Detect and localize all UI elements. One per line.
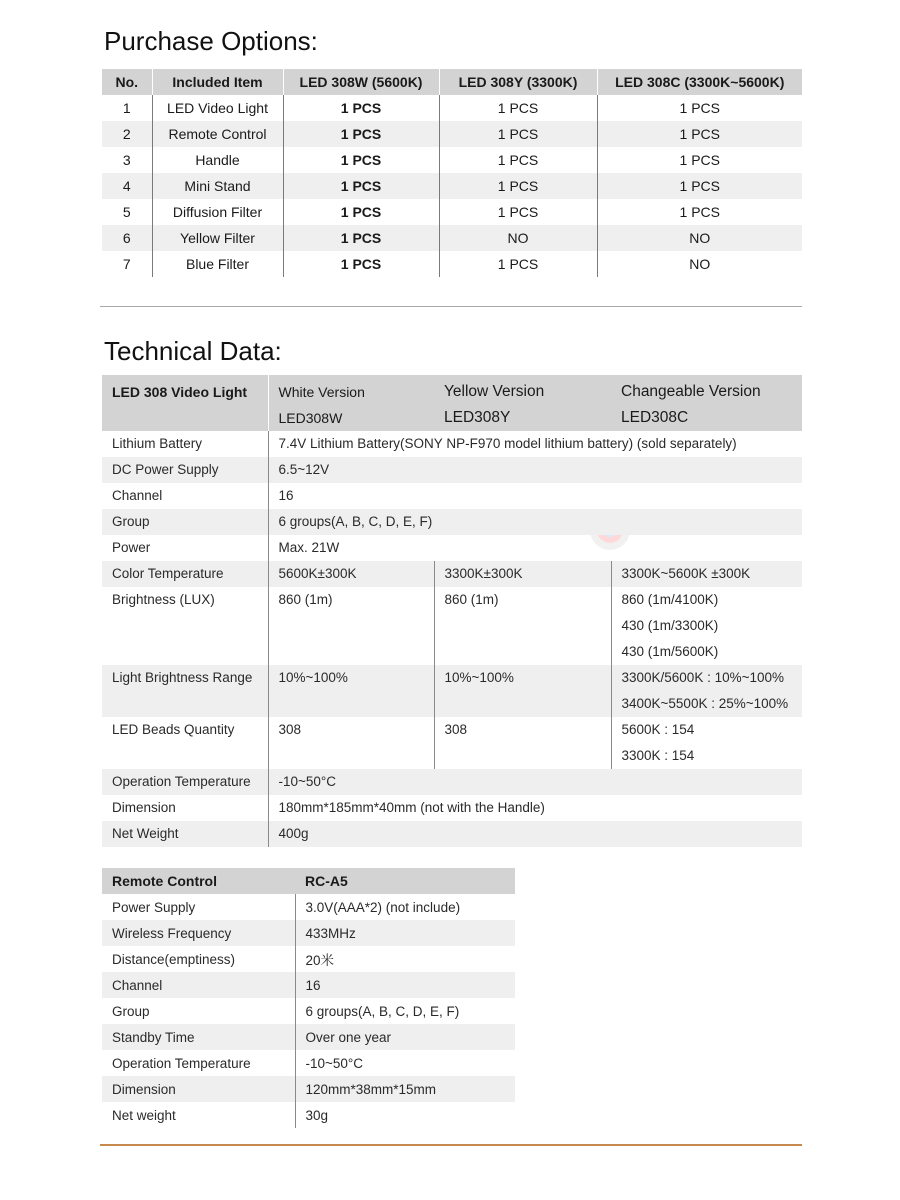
remote-header-label: Remote Control — [102, 868, 295, 894]
white-version-model: LED308W — [278, 410, 343, 426]
spec-label: Dimension — [102, 1076, 295, 1102]
spec-label: Brightness (LUX) — [102, 587, 268, 665]
cell-no: 6 — [102, 225, 152, 251]
cell-308y: 1 PCS — [439, 173, 597, 199]
spec-value: 120mm*38mm*15mm — [295, 1076, 515, 1102]
spec-line: 3300K/5600K : 10%~100% — [621, 670, 785, 685]
spec-value-yellow: 10%~100% — [434, 665, 611, 717]
white-version-label: White Version — [278, 384, 365, 400]
cell-308c: NO — [597, 251, 802, 277]
cell-item: Diffusion Filter — [152, 199, 283, 225]
spec-line: 3400K~5500K : 25%~100% — [621, 696, 789, 711]
yellow-version-label: Yellow Version — [444, 383, 545, 400]
remote-header-row — [102, 868, 515, 894]
spec-label: DC Power Supply — [102, 457, 268, 483]
spec-value-white: 308 — [268, 717, 434, 769]
cell-item: Yellow Filter — [152, 225, 283, 251]
cell-308y: 1 PCS — [439, 121, 597, 147]
cell-308c: 1 PCS — [597, 199, 802, 225]
spec-value: -10~50°C — [305, 1055, 364, 1071]
spec-value-changeable — [611, 717, 802, 769]
spec-row-dc-power — [102, 457, 802, 483]
spec-value: Max. 21W — [278, 540, 340, 555]
spec-row-channel — [102, 483, 802, 509]
table-row — [102, 920, 515, 946]
spec-label: Group — [102, 509, 268, 535]
spec-value: 6.5~12V — [268, 457, 802, 483]
table-row — [102, 972, 515, 998]
spec-line: 5600K : 154 — [621, 722, 695, 737]
table-row — [102, 894, 515, 920]
table-row — [102, 121, 802, 147]
spec-line: 430 (1m/5600K) — [621, 644, 719, 659]
cell-no: 5 — [122, 204, 131, 220]
table-row — [102, 1076, 515, 1102]
spec-row-beads — [102, 717, 802, 769]
spec-label: Net Weight — [102, 821, 268, 847]
technical-data-table — [102, 375, 802, 847]
spec-label: Distance(emptiness) — [102, 946, 295, 972]
spec-row-group — [102, 509, 802, 535]
spec-value: 3.0V(AAA*2) (not include) — [305, 899, 461, 915]
cell-item: Blue Filter — [152, 251, 283, 277]
spec-value: 6 groups(A, B, C, D, E, F) — [305, 1003, 460, 1019]
cell-308w: 1 PCS — [283, 147, 439, 173]
purchase-options-heading: Purchase Options: — [104, 26, 318, 56]
spec-row-color-temperature — [102, 561, 802, 587]
spec-label: Power Supply — [102, 894, 295, 920]
cell-308y: NO — [439, 225, 597, 251]
spec-value: 20米 — [305, 953, 335, 968]
cell-item: LED Video Light — [152, 95, 283, 121]
spec-value: 400g — [268, 821, 802, 847]
spec-value: 30g — [305, 1107, 329, 1123]
spec-line: 430 (1m/3300K) — [621, 618, 719, 633]
spec-label: Lithium Battery — [102, 431, 268, 457]
tech-header-changeable — [611, 375, 802, 431]
table-row — [102, 946, 515, 972]
cell-308w: 1 PCS — [283, 173, 439, 199]
cell-308y: 1 PCS — [439, 251, 597, 277]
spec-value-changeable — [611, 587, 802, 665]
spec-line: 3300K : 154 — [621, 748, 695, 763]
spec-value-white: 860 (1m) — [268, 587, 434, 665]
cell-308c: NO — [597, 225, 802, 251]
col-header-no: No. — [102, 69, 152, 95]
spec-label: Light Brightness Range — [102, 665, 268, 717]
spec-value: 16 — [278, 488, 294, 503]
spec-value-yellow: 308 — [434, 717, 611, 769]
spec-value: 433MHz — [295, 920, 515, 946]
cell-no: 1 — [122, 100, 131, 116]
spec-value: 6 groups(A, B, C, D, E, F) — [268, 509, 802, 535]
table-row — [102, 173, 802, 199]
cell-308c: 1 PCS — [597, 121, 802, 147]
spec-label: Standby Time — [102, 1024, 295, 1050]
spec-value-changeable: 3300K~5600K ±300K — [611, 561, 802, 587]
table-row — [102, 147, 802, 173]
spec-value: 180mm*185mm*40mm (not with the Handle) — [278, 800, 545, 815]
spec-row-weight — [102, 821, 802, 847]
spec-row-battery — [102, 431, 802, 457]
spec-value-white: 10%~100% — [268, 665, 434, 717]
cell-no: 3 — [122, 152, 131, 168]
cell-308y: 1 PCS — [439, 95, 597, 121]
spec-label: Power — [102, 535, 268, 561]
changeable-version-label: Changeable Version — [621, 383, 761, 400]
cell-no: 4 — [102, 173, 152, 199]
section-divider — [100, 306, 802, 307]
col-header-item: Included Item — [152, 69, 283, 95]
spec-value-yellow: 860 (1m) — [434, 587, 611, 665]
tech-header-yellow — [434, 375, 611, 431]
table-row — [102, 199, 802, 225]
cell-item: Mini Stand — [152, 173, 283, 199]
spec-label: Wireless Frequency — [102, 920, 295, 946]
spec-row-dimension — [102, 795, 802, 821]
table-row — [102, 225, 802, 251]
spec-label: Operation Temperature — [102, 1050, 295, 1076]
cell-no: 7 — [122, 256, 131, 272]
cell-308y: 1 PCS — [439, 147, 597, 173]
tech-header-row — [102, 375, 802, 431]
col-header-308c: LED 308C (3300K~5600K) — [597, 69, 802, 95]
table-row — [102, 1102, 515, 1128]
spec-value: Over one year — [295, 1024, 515, 1050]
cell-308w: 1 PCS — [283, 199, 439, 225]
technical-data-heading: Technical Data: — [104, 336, 282, 366]
spec-row-brightness-range — [102, 665, 802, 717]
cell-308w: 1 PCS — [283, 95, 439, 121]
yellow-version-model: LED308Y — [444, 409, 511, 426]
table-row — [102, 1050, 515, 1076]
table-row — [102, 251, 802, 277]
spec-value-changeable — [611, 665, 802, 717]
spec-value: -10~50°C — [268, 769, 802, 795]
cell-308c: 1 PCS — [597, 173, 802, 199]
spec-row-power — [102, 535, 802, 561]
col-header-308w: LED 308W (5600K) — [283, 69, 439, 95]
spec-label: Channel — [102, 972, 295, 998]
changeable-version-model: LED308C — [621, 409, 689, 426]
cell-308w: 1 PCS — [283, 225, 439, 251]
cell-no: 2 — [102, 121, 152, 147]
remote-control-table — [102, 868, 515, 1128]
spec-row-brightness — [102, 587, 802, 665]
spec-label: Operation Temperature — [102, 769, 268, 795]
spec-line: 860 (1m/4100K) — [621, 592, 719, 607]
cell-item: Handle — [152, 147, 283, 173]
tech-header-product: LED 308 Video Light — [102, 375, 268, 431]
spec-label: LED Beads Quantity — [102, 717, 268, 769]
cell-308c: 1 PCS — [597, 95, 802, 121]
bottom-divider — [100, 1144, 802, 1146]
remote-header-model: RC-A5 — [295, 868, 515, 894]
spec-label: Group — [102, 998, 295, 1024]
spec-value: 7.4V Lithium Battery(SONY NP-F970 model lithium battery) (sold separately) — [278, 436, 737, 451]
tech-header-white — [268, 375, 434, 431]
cell-308w: 1 PCS — [283, 251, 439, 277]
cell-308y: 1 PCS — [439, 199, 597, 225]
table-row — [102, 95, 802, 121]
col-header-308y: LED 308Y (3300K) — [439, 69, 597, 95]
cell-item: Remote Control — [152, 121, 283, 147]
spec-label: Color Temperature — [102, 561, 268, 587]
purchase-header-row — [102, 69, 802, 95]
purchase-options-table — [102, 69, 802, 277]
cell-308c: 1 PCS — [597, 147, 802, 173]
spec-label: Dimension — [102, 795, 268, 821]
spec-value-yellow: 3300K±300K — [434, 561, 611, 587]
spec-label: Channel — [102, 483, 268, 509]
spec-value-white: 5600K±300K — [268, 561, 434, 587]
spec-value: 16 — [295, 972, 515, 998]
spec-row-operation-temperature — [102, 769, 802, 795]
cell-308w: 1 PCS — [283, 121, 439, 147]
table-row — [102, 1024, 515, 1050]
spec-label: Net weight — [102, 1102, 295, 1128]
table-row — [102, 998, 515, 1024]
